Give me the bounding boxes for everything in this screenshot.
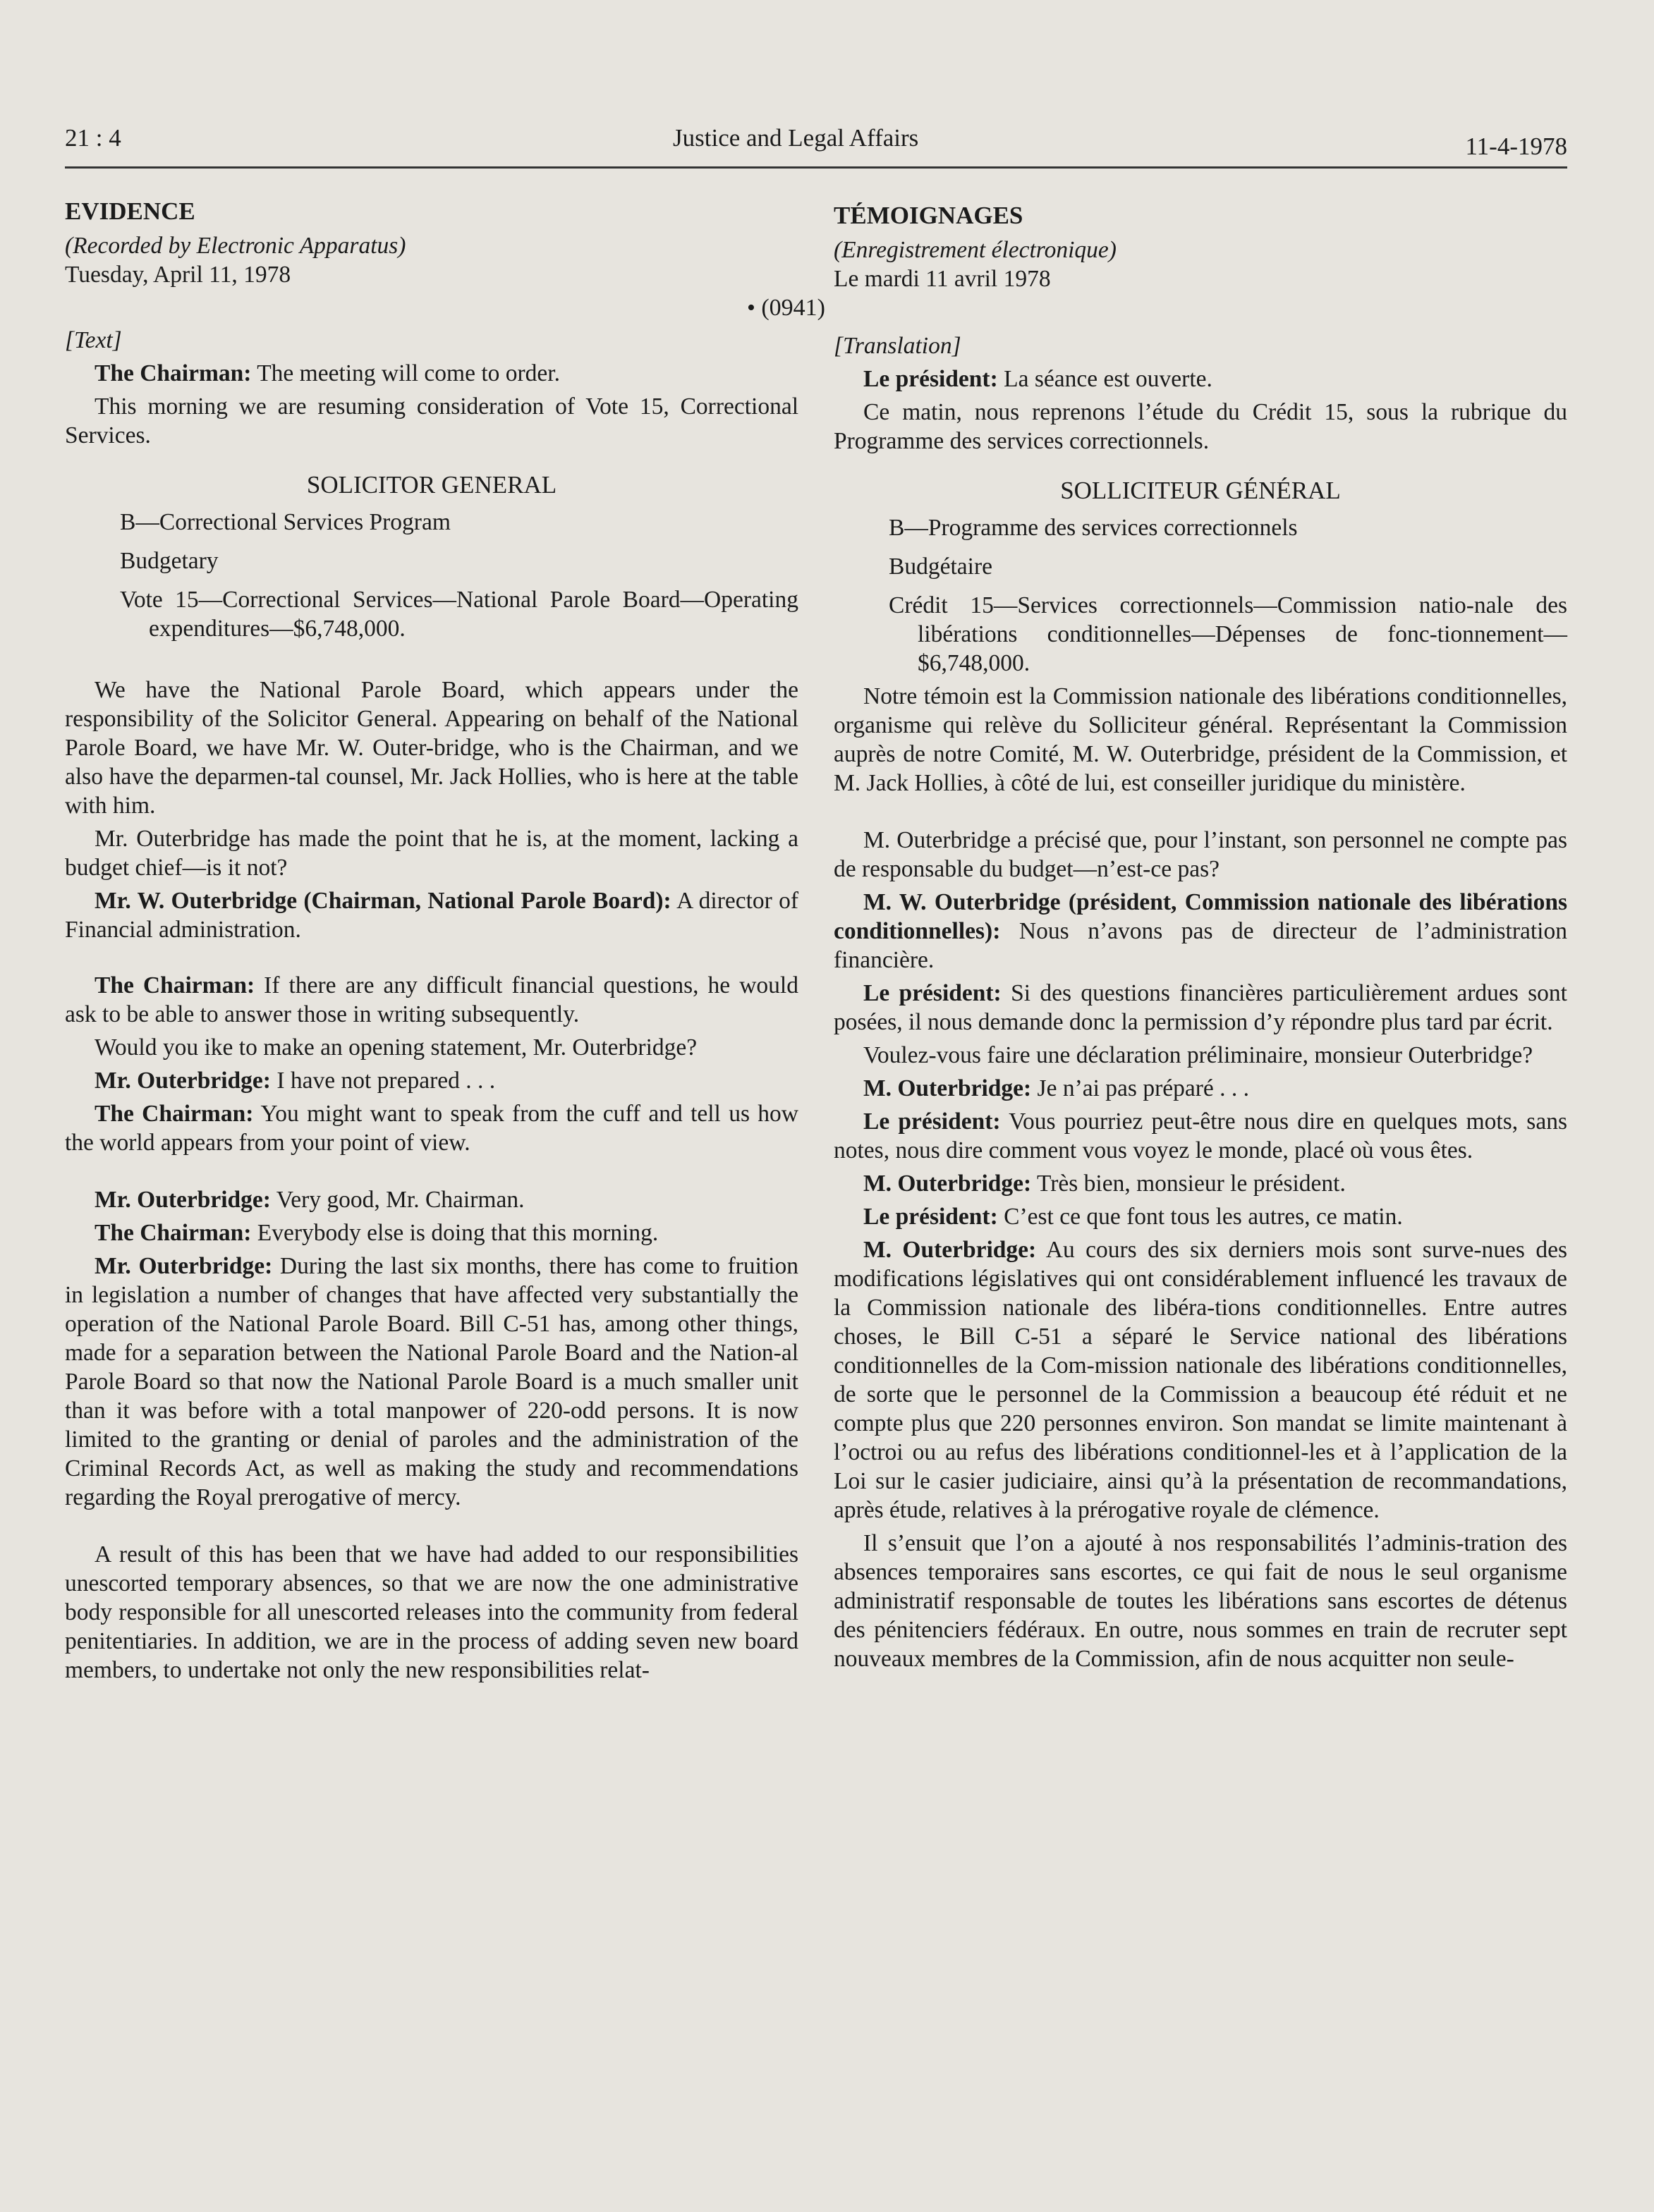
paragraph — [834, 1235, 1567, 1524]
speech: Très bien, monsieur le président. — [1031, 1171, 1346, 1197]
french-column — [834, 195, 1567, 1673]
speaker: Le président: — [863, 366, 998, 392]
speech: Everybody else is doing that this morning. — [251, 1220, 659, 1246]
text-label: [Text] — [65, 327, 122, 353]
paragraph — [834, 979, 1567, 1037]
session-date: Le mardi 11 avril 1978 — [834, 266, 1051, 292]
speaker: M. Outerbridge: — [863, 1075, 1032, 1101]
paragraph: Il s’ensuit que l’on a ajouté à nos responsabilités l’adminis-tration des absences temporaires sans escortes, ce qui fait de nous le seul organisme administratif responsable de toutes les libérations sans escortes de détenus des pénitenciers fédéraux. En outre, nous sommes en train de recruter sept nouveaux membres de la Commission, afin de nous acquitter non seule- — [834, 1530, 1567, 1672]
time-marker: • (0941) — [746, 295, 825, 321]
recording-note: (Recorded by Electronic Apparatus) — [65, 233, 406, 259]
speaker: Mr. W. Outerbridge (Chairman, National Parole Board): — [95, 888, 671, 914]
paragraph: M. Outerbridge a précisé que, pour l’instant, son personnel ne compte pas de responsable du budget—n’est-ce pas? — [834, 827, 1567, 882]
running-header — [65, 124, 1567, 169]
vote-line: Vote 15—Correctional Services—National Parole Board—Operating expenditures—$6,748,000. — [120, 587, 798, 642]
paragraph — [834, 1107, 1567, 1165]
paragraph — [834, 1074, 1567, 1103]
recording-note: (Enregistrement électronique) — [834, 237, 1117, 263]
section-title: SOLLICITEUR GÉNÉRAL — [1060, 477, 1341, 504]
speaker: The Chairman: — [95, 1220, 252, 1246]
paragraph — [65, 1099, 798, 1157]
program-line: B—Correctional Services Program — [120, 509, 451, 535]
paragraph: Notre témoin est la Commission nationale des libérations conditionnelles, organisme qui relève du Solliciteur général. Représentant la Commission auprès de notre Comité, M. W. Outerbridge, président de la Commission, et M. Jack Hollies, à côté de lui, est conseiller juridique du ministère. — [834, 683, 1567, 796]
speech: La séance est ouverte. — [997, 366, 1212, 392]
budgetary-line: Budgetary — [120, 548, 219, 574]
vote-line: Crédit 15—Services correctionnels—Commission natio-nale des libérations conditionnelles—Dépenses de fonc-tionnement—$6,748,000. — [889, 592, 1567, 676]
journal-title: Justice and Legal Affairs — [673, 124, 919, 152]
paragraph — [65, 1252, 798, 1512]
paragraph: A result of this has been that we have had added to our responsibilities unescorted temporary absences, so that we are now the one administrative body responsible for all unescorted releases into the community from federal penitentiaries. In addition, we are in the process of adding seven new board members, to undertake not only the new responsibilities relat- — [65, 1541, 798, 1683]
speaker: Mr. Outerbridge: — [95, 1253, 273, 1279]
speech: Nous n’avons pas de directeur de l’administration financière. — [834, 918, 1567, 973]
paragraph — [65, 971, 798, 1029]
paragraph — [65, 1066, 798, 1095]
speaker: The Chairman: — [95, 972, 255, 998]
paragraph — [65, 1218, 798, 1247]
translation-label: [Translation] — [834, 333, 961, 359]
paragraph — [65, 359, 798, 388]
page-number: 21 : 4 — [65, 124, 121, 152]
paragraph: Mr. Outerbridge has made the point that he is, at the moment, lacking a budget chief—is it not? — [65, 826, 798, 881]
speaker: Mr. Outerbridge: — [95, 1068, 271, 1094]
speaker: The Chairman: — [95, 360, 252, 386]
speech: Au cours des six derniers mois sont surve-nues des modifications législatives qui ont considérablement influencé les travaux de la Commission nationale des libéra-tions conditionnelles. Entre autres choses, le Bill C-51 a séparé le Service national des libérations conditionnelles de la Com-mission nationale des libérations conditionnelles, de sorte que le personnel de la Commission a beaucoup été réduit et ne compte plus que 220 personnes environ. Son mandat se limite maintenant à l’octroi ou au refus des libérations conditionnel-les et à l’application de la Loi sur le casier judiciaire, ainsi qu’à la présentation de recommandations, après étude, relatives à la prérogative royale de clémence. — [834, 1237, 1567, 1523]
session-date: Tuesday, April 11, 1978 — [65, 262, 291, 288]
speech: C’est ce que font tous les autres, ce matin. — [997, 1204, 1403, 1230]
speaker: Le président: — [863, 1108, 1001, 1135]
paragraph — [834, 888, 1567, 974]
speaker: Mr. Outerbridge: — [95, 1187, 271, 1213]
speaker: M. Outerbridge: — [863, 1171, 1032, 1197]
speech: The meeting will come to order. — [251, 360, 560, 386]
paragraph — [65, 1185, 798, 1214]
paragraph — [834, 1202, 1567, 1231]
paragraph: This morning we are resuming consideration of Vote 15, Correctional Services. — [65, 393, 798, 448]
speech: Very good, Mr. Chairman. — [270, 1187, 525, 1213]
speech: During the last six months, there has come to fruition in legislation a number of changes that have affected very substantially the operation of the National Parole Board. Bill C-51 has, among other things, made for a separation between the National Parole Board and the Nation-al Parole Board so that now the National Parole Board is a much smaller unit than it was before with a total manpower of 220-odd persons. It is now limited to the granting or denial of paroles and the administration of the Criminal Records Act, as well as making the study and recommendations regarding the Royal prerogative of mercy. — [65, 1253, 798, 1510]
temoignages-heading: TÉMOIGNAGES — [834, 202, 1023, 229]
evidence-heading: EVIDENCE — [65, 197, 195, 225]
speech: Je n’ai pas préparé . . . — [1031, 1075, 1249, 1101]
speaker: Le président: — [863, 980, 1002, 1006]
section-title: SOLICITOR GENERAL — [306, 471, 557, 499]
speech: Vous pourriez peut-être nous dire en quelques mots, sans notes, nous dire comment vous voyez le monde, placé où vous êtes. — [834, 1108, 1567, 1163]
paragraph: Voulez-vous faire une déclaration préliminaire, monsieur Outerbridge? — [863, 1042, 1533, 1068]
paragraph — [834, 365, 1567, 393]
paragraph: Would you ike to make an opening statement, Mr. Outerbridge? — [95, 1034, 698, 1061]
paragraph — [65, 886, 798, 944]
speech: A director of Financial administration. — [65, 888, 798, 943]
speech: You might want to speak from the cuff and tell us how the world appears from your point of view. — [65, 1101, 798, 1156]
budgetary-line: Budgétaire — [889, 554, 992, 580]
speaker: Le président: — [863, 1204, 998, 1230]
paragraph — [834, 1169, 1567, 1198]
speech: I have not prepared . . . — [270, 1068, 496, 1094]
header-date: 11-4-1978 — [1465, 133, 1567, 160]
speech: Si des questions financières particulièrement ardues sont posées, il nous demande donc la permission d’y répondre plus tard par écrit. — [834, 980, 1567, 1035]
paragraph: We have the National Parole Board, which appears under the responsibility of the Solicitor General. Appearing on behalf of the National Parole Board, we have Mr. W. Outer-bridge, who is the Chairman, and we also have the deparmen-tal counsel, Mr. Jack Hollies, who is here at the table with him. — [65, 677, 798, 819]
paragraph: Ce matin, nous reprenons l’étude du Crédit 15, sous la rubrique du Programme des services correctionnels. — [834, 399, 1567, 454]
speaker: The Chairman: — [95, 1101, 254, 1127]
speaker: M. W. Outerbridge (président, Commission nationale des libérations conditionnelles): — [834, 889, 1567, 944]
speech: If there are any difficult financial questions, he would ask to be able to answer those in writing subsequently. — [65, 972, 798, 1027]
speaker: M. Outerbridge: — [863, 1237, 1037, 1263]
english-column — [65, 195, 825, 1685]
program-line: B—Programme des services correctionnels — [889, 515, 1298, 541]
